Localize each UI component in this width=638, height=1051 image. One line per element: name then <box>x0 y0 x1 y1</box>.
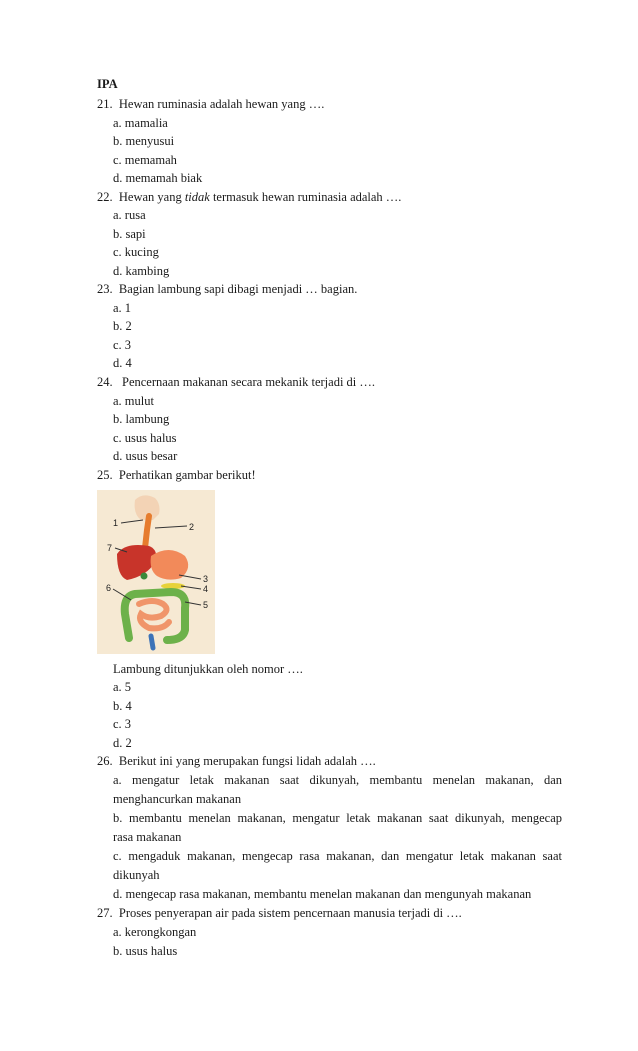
option-27-b: b. usus halus <box>113 944 178 958</box>
subject-heading: IPA <box>97 77 118 91</box>
question-24 <box>97 374 375 390</box>
option-26-b-cont: rasa makanan <box>113 830 182 844</box>
option-25-a: a. 5 <box>113 680 132 694</box>
figure-label: 3 <box>203 574 209 584</box>
question-23 <box>97 281 357 297</box>
question-25-prompt: Lambung ditunjukkan oleh nomor …. <box>113 662 303 676</box>
option-21-c: c. memamah <box>113 153 177 167</box>
question-26 <box>97 753 376 769</box>
question-number: 26. <box>97 754 113 768</box>
option-24-a: a. mulut <box>113 394 154 408</box>
option-22-c: c. kucing <box>113 245 159 259</box>
option-22-b: b. sapi <box>113 227 146 241</box>
question-25 <box>97 467 256 483</box>
figure-label: 2 <box>189 522 195 532</box>
option-22-a: a. rusa <box>113 208 146 222</box>
option-23-c: c. 3 <box>113 338 132 352</box>
option-26-c-cont: dikunyah <box>113 868 160 882</box>
option-26-d: d. mengecap rasa makanan, membantu menelan makanan dan mengunyah makanan <box>113 887 532 901</box>
option-26-a: a. mengatur letak makanan saat dikunyah, membantu menelan makanan, dan <box>113 773 562 787</box>
figure-label: 1 <box>113 518 119 528</box>
question-text: Hewan yang <box>118 190 185 204</box>
option-24-b: b. lambung <box>113 412 170 426</box>
question-21 <box>97 96 324 112</box>
question-number: 27. <box>97 906 113 920</box>
option-26-a-cont: menghancurkan makanan <box>113 792 242 806</box>
question-text: Hewan ruminasia adalah hewan yang …. <box>118 97 325 111</box>
question-number: 24. <box>97 375 113 389</box>
question-number: 21. <box>97 97 113 111</box>
question-text: Berikut ini yang merupakan fungsi lidah adalah …. <box>118 754 376 768</box>
option-21-d: d. memamah biak <box>113 171 203 185</box>
option-21-a: a. mamalia <box>113 116 168 130</box>
digestive-system-figure <box>97 490 215 654</box>
option-24-c: c. usus halus <box>113 431 177 445</box>
option-23-a: a. 1 <box>113 301 132 315</box>
question-number: 25. <box>97 468 113 482</box>
figure-label: 7 <box>107 543 113 553</box>
question-22 <box>97 189 401 205</box>
option-25-b: b. 4 <box>113 699 132 713</box>
option-24-d: d. usus besar <box>113 449 178 463</box>
question-text: Perhatikan gambar berikut! <box>118 468 256 482</box>
figure-label: 6 <box>106 583 112 593</box>
option-26-c: c. mengaduk makanan, mengecap rasa makanan, dan mengatur letak makanan saat <box>113 849 562 863</box>
option-27-a: a. kerongkongan <box>113 925 197 939</box>
rectum-shape <box>151 636 153 648</box>
question-text: Bagian lambung sapi dibagi menjadi … bagian. <box>118 282 358 296</box>
question-emphasis: tidak <box>184 190 210 204</box>
option-23-b: b. 2 <box>113 319 132 333</box>
option-23-d: d. 4 <box>113 356 132 370</box>
question-number: 23. <box>97 282 113 296</box>
option-22-d: d. kambing <box>113 264 170 278</box>
figure-label: 5 <box>203 600 209 610</box>
gallbladder-shape <box>141 573 148 580</box>
option-25-c: c. 3 <box>113 717 132 731</box>
question-27 <box>97 905 462 921</box>
question-text-rest: termasuk hewan ruminasia adalah …. <box>209 190 402 204</box>
option-25-d: d. 2 <box>113 736 132 750</box>
question-text: Pencernaan makanan secara mekanik terjadi di …. <box>122 375 376 389</box>
option-26-b: b. membantu menelan makanan, mengatur letak makanan saat dikunyah, mengecap <box>113 811 562 825</box>
digestive-system-diagram <box>97 490 215 654</box>
figure-label: 4 <box>203 584 209 594</box>
question-number: 22. <box>97 190 113 204</box>
question-text: Proses penyerapan air pada sistem pencernaan manusia terjadi di …. <box>118 906 462 920</box>
option-21-b: b. menyusui <box>113 134 175 148</box>
